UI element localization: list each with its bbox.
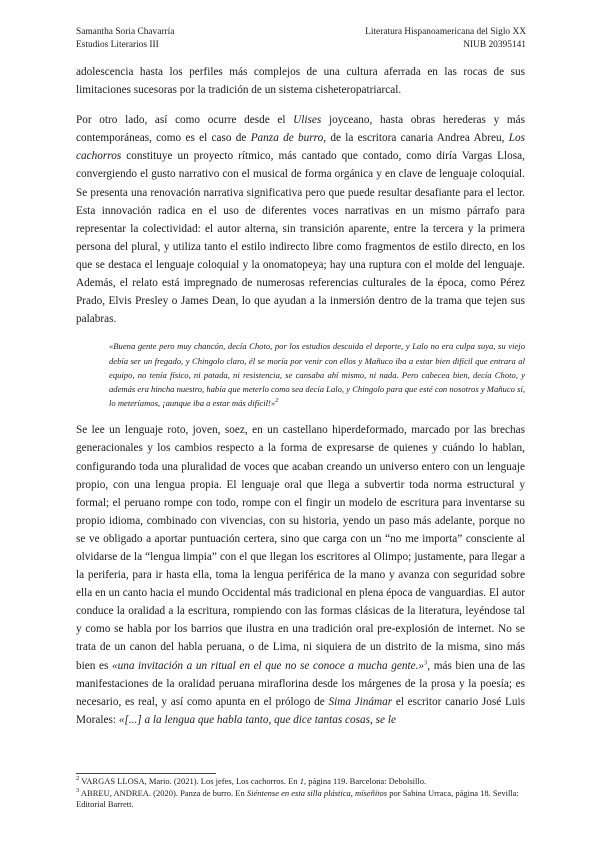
header-program: Estudios Literarios III xyxy=(76,39,159,50)
footnote-text: ABREU, ANDREA. (2020). Panza de burro. En xyxy=(79,787,247,798)
header-left xyxy=(76,26,174,51)
footnote-text-end: por Sabina Urraca, página 18. Sevilla: Editorial Barrett. xyxy=(76,787,519,810)
p3-inline-quote: «una invitación a un ritual en el que no se conoce a mucha gente.» xyxy=(111,659,425,672)
footnote-text: VARGAS LLOSA, Mario. (2021). Los jefes, Los cachorros. En xyxy=(79,776,300,786)
paragraph-2 xyxy=(76,111,525,328)
header-right xyxy=(365,26,526,51)
footnote-number: 2 xyxy=(76,775,80,783)
p2-text-a: Por otro lado, así como ocurre desde el xyxy=(76,114,294,127)
p2-text-c: , de la escritora canaria Andrea Abreu, xyxy=(323,132,509,145)
header-course: Literatura Hispanoamericana del Siglo XX xyxy=(365,27,526,37)
p3-text-a: Se lee un lenguaje roto, joven, soez, en un castellano hiperdeformado, marcado por las brechas generacionales y los cambios respecto a la forma de expresarse de quienes y cuándo lo hablan, configurando toda una pluralidad de voces que acaban creando un universo entero con un lenguaje propio, con una lengua propia. El lenguaje oral que llega a subvertir toda norma estructural y formal; el peruano rompe con todo, rompe con el fingir un modelo de escritura para inventarse su propio idioma, combinado con vivencias, con su historia, yendo un paso más adelante, porque no se ve obligado a aportar puntuación certera, sino que carga con un “no me importa” consciente al olvidarse de la “lengua limpia” con el que llegan los escritores al Olimpo; justamente, para llegar a la periferia, para ir hasta ella, toma la lengua periférica de la mano y avanza con seguridad sobre ella en un canto hacia el mundo Occidental más tradicional en plena época de vanguardias. El autor conduce la oralidad a la escritura, rompiendo con las formas clásicas de la literatura, leyéndose tal y como se habla por los barrios que ilustra en una tradición oral pre-explosión de internet. No se trata de un canon del habla peruana, o de Lima, ni siquiera de un distrito de la misma, sino más bien es xyxy=(76,424,525,672)
quote-text: «Buena gente pero muy chancón, decía Choto, por los estudios descuida el deporte, y Lalo no era culpa suya, su viejo debía ser un fregado, y Chingolo claro, él se moría por venir con ellos y Mañuco iba a estar bien difícil que entrara al equipo, no tenía físico, ni patada, ni resistencia, se cansaba ahí mismo, ni nada. Pero cabecea bien, decía Choto, y además era hincha nuestro, había que meterlo como sea decía Lalo, y Chingolo para que esté con nosotros y Mañuco sí, lo meteríamos, ¡aunque iba a estar más difícil!» xyxy=(109,341,525,409)
title-sima-jinamar: Sima Jinámar xyxy=(328,695,393,708)
p2-text-b: joyceano, hasta obras herederas y más contemporáneas, como es el caso de xyxy=(76,114,525,145)
footnote-number: 3 xyxy=(76,786,80,794)
footnote-italic: 1 xyxy=(299,776,304,786)
footnote-text-end: , página 119. Barcelona: Debolsillo. xyxy=(303,776,427,786)
title-ulises: Ulises xyxy=(293,114,322,127)
footnote-ref-2[interactable]: 2 xyxy=(275,397,279,405)
p3-text-b: , más bien una de las manifestaciones de la oralidad peruana miraflorina desde los márgenes de la prosa y la poesía; es necesario, es real, y así como apunta en el prólogo de xyxy=(76,659,525,708)
header-author: Samantha Soria Chavarría xyxy=(76,27,175,37)
block-quote xyxy=(109,339,525,410)
footnote-ref-3[interactable]: 3 xyxy=(424,658,428,666)
footnote-item xyxy=(76,776,525,788)
title-panza-de-burro: Panza de burro xyxy=(250,132,324,145)
p2-text-d: constituye un proyecto rítmico, más cantado que contado, como diría Vargas Llosa, convergiendo el gusto narrativo con el musical de forma orgánica y en clave de lenguaje coloquial. Se presenta una renovación narrativa significativa pero que puede resultar desafiante para el lector. Esta innovación radica en el uso de diferentes voces narrativas en un mismo párrafo para representar la colectividad: el autor alterna, sin transición aparente, entre la tercera y la primera persona del plural, y utiliza tanto el estilo indirecto libre como fragmentos de estilo directo, en los que se destaca el lenguaje coloquial y la onomatopeya; hay una ruptura con el molde del lenguaje. Además, el relato está impregnado de numerosas referencias culturales de la época, como Pérez Prado, Elvis Presley o James Dean, lo que ayudan a la inmersión dentro de la trama que tejen sus palabras. xyxy=(76,150,525,326)
title-los-cachorros: Los cachorros xyxy=(76,132,525,163)
main-text xyxy=(76,63,525,729)
footnote-divider xyxy=(76,773,216,774)
header-id: NIUB 20395141 xyxy=(463,39,526,50)
p3-text-c: el escritor canario José Luis Morales: xyxy=(76,695,525,726)
footnote-item xyxy=(76,788,525,811)
footnote-italic: Siéntense en esta silla plástica, míseñitos xyxy=(246,787,388,798)
paragraph-1: adolescencia hasta los perfiles más complejos de una cultura aferrada en las rocas de sus limitaciones sucesoras por la tradición de un sistema cisheteropatriarcal. xyxy=(76,66,525,97)
footnotes xyxy=(76,776,525,811)
paragraph-3 xyxy=(76,421,525,729)
p3-inline-quote-2: «[...] a la lengua que habla tanto, que dice tantas cosas, se le xyxy=(118,713,396,726)
